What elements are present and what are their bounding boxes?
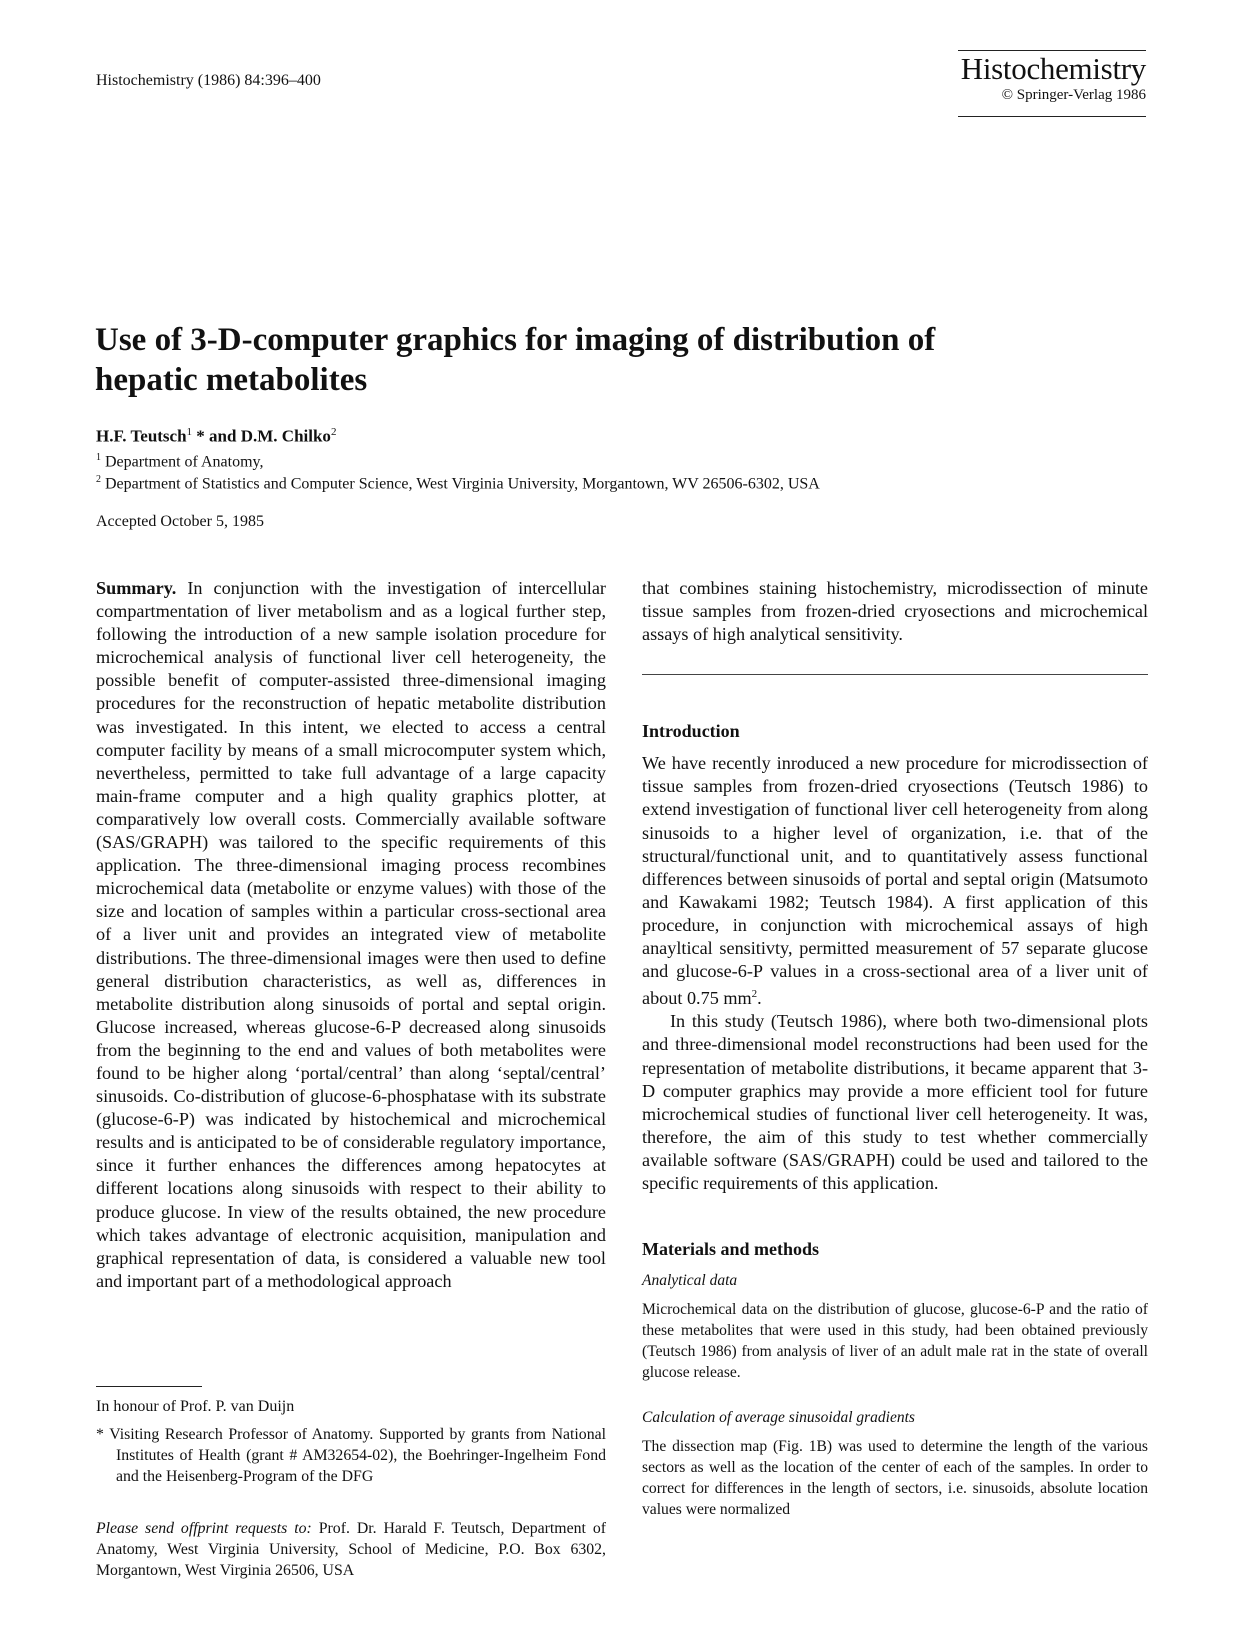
affiliation-2 (96, 474, 820, 493)
affiliation-1 (96, 452, 263, 471)
introduction-p1-text: We have recently inroduced a new procedure for microdissection of tissue samples from frozen-dried cryosections (Teutsch 1986) to extend investigation of functional liver cell heterogeneity from along sinusoids to a higher level of organization, i.e. that of the structural/functional unit, and to quantitatively assess functional differences between sinusoids of portal and septal origin (Matsumoto and Kawakami 1982; Teutsch 1984). A first application of this procedure, in conjunction with microchemical assays of high anayltical sensitivty, permitted measurement of 57 separate glucose and glucose-6-P values in a cross-sectional area of a liver unit of about 0.75 mm (642, 753, 1148, 1009)
summary-heading: Summary. (96, 578, 177, 598)
sinusoidal-gradients-heading: Calculation of average sinusoidal gradients (642, 1409, 915, 1427)
offprint-label: Please send offprint requests to: (96, 1520, 312, 1537)
affiliation-2-number: 2 (96, 474, 101, 485)
introduction-p1-end: . (757, 988, 762, 1009)
analytical-data-text: Microchemical data on the distribution of glucose, glucose-6-P and the ratio of these metabolites that were used in this study, had been obtained previously (Teutsch 1986) from analysis of liver of an adult male rat in the state of overall glucose release. (642, 1301, 1148, 1381)
copyright-notice: © Springer-Verlag 1986 (1001, 87, 1146, 103)
author-line (96, 426, 336, 447)
footnote-rule (96, 1386, 202, 1387)
author-2-name: D.M. Chilko (240, 426, 331, 446)
summary-paragraph (96, 577, 606, 1293)
brand-bottom-rule (958, 116, 1146, 117)
sinusoidal-gradients-text: The dissection map (Fig. 1B) was used to determine the length of the various sectors as well as the location of the center of each of the samples. In order to correct for differences in the length of sectors, i.e. sinusoids, absolute location values were normalized (642, 1438, 1148, 1518)
right-column (642, 577, 1148, 1521)
affiliation-1-text: Department of Anatomy, (105, 453, 264, 471)
summary-end-rule (642, 674, 1148, 675)
introduction-paragraph-2: In this study (Teutsch 1986), where both two-dimensional plots and three-dimensional model reconstructions had been used for the representation of metabolite distributions, it became apparent that 3-D computer graphics may provide a more efficient tool for future microchemical studies of functional liver cell heterogeneity. It was, therefore, the aim of this study to test whether commercially available software (SAS/GRAPH) could be used and tailored to the specific requirements of this application. (642, 1011, 1148, 1194)
offprint-text: Prof. Dr. Harald F. Teutsch, Department of Anatomy, West Virginia University, School of Medicine, P.O. Box 6302, Morgantown, West Virginia 26506, USA (96, 1520, 606, 1579)
journal-brand-block (958, 50, 1146, 117)
summary-continuation: that combines staining histochemistry, microdissection of minute tissue samples from frozen-dried cryosections and microchemical assays of high analytical sensitivity. (642, 578, 1148, 645)
affiliation-2-text: Department of Statistics and Computer Science, West Virginia University, Morgantown, WV 26506-6302, USA (105, 475, 820, 493)
introduction-p1-superscript: 2 (751, 988, 758, 1001)
journal-reference: Histochemistry (1986) 84:396–400 (96, 72, 321, 89)
summary-text: In conjunction with the investigation of intercellular compartmentation of liver metabolism and as a logical further step, following the introduction of a new sample isolation procedure for microchemical analysis of functional liver cell heterogeneity, the possible benefit of computer-assisted three-dimensional imaging procedures for the reconstruction of hepatic metabolite distribution was investigated. In this intent, we elected to access a central computer facility by means of a small microcomputer system which, nevertheless, permitted to take full advantage of a large capacity main-frame computer and a high quality graphics plotter, at comparatively low overall costs. Commercially available software (SAS/GRAPH) was tailored to the specific requirements of this application. The three-dimensional imaging process recombines microchemical data (metabolite or enzyme values) with those of the size and location of samples within a particular cross-sectional area of a liver unit and provides an integrated view of metabolite distributions. The three-dimensional images were then used to define general distribution characteristics, as well as, differences in metabolite distribution along sinusoids of portal and septal origin. Glucose increased, whereas glucose-6-P decreased along sinusoids from the beginning to the end and values of both metabolites were found to be higher along ‘portal/central’ than along ‘septal/central’ sinusoids. Co-distribution of glucose-6-phosphatase with its substrate (glucose-6-P) was indicated by histochemical and microchemical results and is anticipated to be of considerable regulatory importance, since it further enhances the differences among hepatocytes at different locations along sinusoids with respect to their ability to produce glucose. In view of the results obtained, the new procedure which takes advantage of electronic acquisition, manipulation and graphical representation of data, is considered a valuable new tool and important part of a methodological approach (96, 578, 606, 1291)
left-column (96, 577, 606, 1293)
introduction-heading: Introduction (642, 721, 740, 742)
paper-title: Use of 3-D-computer graphics for imaging of distribution of hepatic metabolites (95, 322, 936, 398)
author-1-affil-mark: 1 (186, 426, 193, 438)
journal-brand-name: Histochemistry (960, 51, 1146, 86)
footnote-honour: In honour of Prof. P. van Duijn (96, 1398, 295, 1415)
affiliation-1-number: 1 (96, 452, 101, 463)
author-2-affil-mark: 2 (330, 426, 337, 438)
author-1-footnote-mark: * (192, 426, 205, 446)
footnote-visiting (96, 1424, 606, 1487)
analytical-data-heading: Analytical data (642, 1272, 738, 1290)
author-joiner: and (204, 426, 241, 446)
footnote-offprint (96, 1518, 606, 1581)
footnote-visiting-text: * Visiting Research Professor of Anatomy. Supported by grants from National Institutes of Health (grant # AM32654-02), the Boehringer-Ingelheim Fond and the Heisenberg-Program of the DFG (96, 1426, 606, 1485)
introduction-paragraph-1 (642, 752, 1148, 1010)
accepted-date: Accepted October 5, 1985 (96, 513, 264, 530)
author-1-name: H.F. Teutsch (96, 426, 187, 446)
methods-heading: Materials and methods (642, 1239, 819, 1260)
